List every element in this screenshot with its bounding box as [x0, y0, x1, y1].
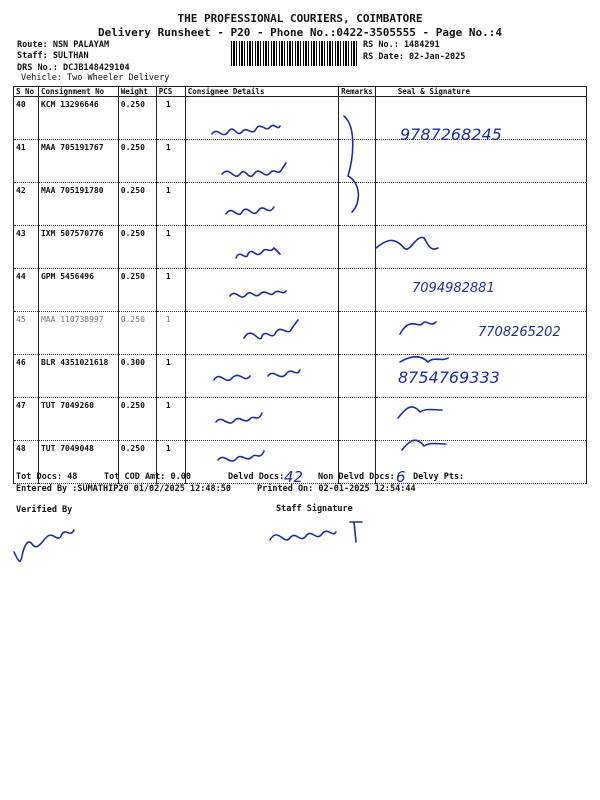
cell-remarks	[339, 312, 376, 355]
table-row	[14, 226, 587, 269]
cell-consignment: TUT 7049260	[38, 398, 118, 441]
col-weight: Weight	[118, 87, 156, 97]
cell-sno: 42	[14, 183, 39, 226]
cell-remarks	[339, 398, 376, 441]
cell-pcs: 1	[156, 441, 185, 484]
cell-sno: 48	[14, 441, 39, 484]
cell-remarks	[339, 183, 376, 226]
cell-remarks	[339, 355, 376, 398]
cell-sno: 47	[14, 398, 39, 441]
delivery-points-label: Delvy Pts:	[413, 472, 465, 482]
cell-consignee	[185, 97, 338, 140]
cell-sno: 44	[14, 269, 39, 312]
cell-signature	[375, 312, 586, 355]
cell-signature	[375, 269, 586, 312]
cell-signature	[375, 398, 586, 441]
runsheet-subtitle: Delivery Runsheet - P20 - Phone No.:0422-3505555 - Page No.:4	[98, 26, 502, 39]
route-label: Route: NSN PALAYAM	[17, 40, 110, 50]
cell-pcs: 1	[156, 398, 185, 441]
cell-weight: 0.300	[118, 355, 156, 398]
col-remarks: Remarks	[339, 87, 376, 97]
cell-signature	[375, 226, 586, 269]
barcode	[231, 41, 359, 66]
total-cod-amount: Tot COD Amt: 0.00	[104, 472, 191, 482]
table-row	[14, 269, 587, 312]
cell-weight: 0.250	[118, 226, 156, 269]
staff-signature-label: Staff Signature	[276, 504, 353, 514]
cell-consignee	[185, 355, 338, 398]
delivered-docs-value: 42	[284, 468, 304, 486]
cell-signature	[375, 355, 586, 398]
cell-consignment: IXM 507570776	[38, 226, 118, 269]
table-row	[14, 183, 587, 226]
col-sno: S No	[14, 87, 39, 97]
cell-pcs: 1	[156, 269, 185, 312]
col-consignment: Consignment No	[38, 87, 118, 97]
drs-number: DRS No.: DCJB148429104	[17, 63, 130, 73]
non-delivered-docs-value: 6	[396, 468, 406, 486]
cell-consignment: MAA 705191780	[38, 183, 118, 226]
cell-consignee	[185, 140, 338, 183]
cell-weight: 0.250	[118, 312, 156, 355]
cell-consignment: MAA 110738997	[38, 312, 118, 355]
staff-signature	[270, 522, 362, 542]
cell-pcs: 1	[156, 312, 185, 355]
cell-pcs: 1	[156, 183, 185, 226]
verified-by-label: Verified By	[16, 505, 73, 515]
cell-remarks	[339, 269, 376, 312]
cell-signature	[375, 140, 586, 183]
delivered-docs-label: Delvd Docs:	[228, 472, 285, 482]
cell-consignment: KCM 13296646	[38, 97, 118, 140]
col-pcs: PCS	[156, 87, 185, 97]
total-docs: Tot Docs: 48	[16, 472, 78, 482]
cell-weight: 0.250	[118, 441, 156, 484]
cell-pcs: 1	[156, 140, 185, 183]
phone-number-4: 8754769333	[398, 368, 500, 387]
cell-consignee	[185, 312, 338, 355]
cell-consignee	[185, 398, 338, 441]
table-row	[14, 398, 587, 441]
vehicle-label: Vehicle: Two Wheeler Delivery	[21, 73, 170, 83]
table-row	[14, 355, 587, 398]
phone-number-3: 7708265202	[478, 325, 561, 340]
cell-weight: 0.250	[118, 97, 156, 140]
cell-remarks	[339, 140, 376, 183]
cell-consignment: MAA 705191767	[38, 140, 118, 183]
rs-number: RS No.: 1484291	[363, 40, 440, 50]
col-consignee: Consignee Details	[185, 87, 338, 97]
cell-weight: 0.250	[118, 398, 156, 441]
company-title: THE PROFESSIONAL COURIERS, COIMBATORE	[177, 12, 423, 25]
table-row	[14, 140, 587, 183]
cell-weight: 0.250	[118, 269, 156, 312]
cell-sno: 45	[14, 312, 39, 355]
printed-on: Printed On: 02-01-2025 12:54:44	[257, 484, 416, 494]
cell-remarks	[339, 97, 376, 140]
phone-number-2: 7094982881	[412, 281, 495, 296]
verified-by-signature	[14, 530, 74, 561]
cell-sno: 40	[14, 97, 39, 140]
cell-pcs: 1	[156, 355, 185, 398]
table-row	[14, 312, 587, 355]
cell-signature	[375, 441, 586, 484]
col-seal-signature: Seal & Signature	[375, 87, 586, 97]
staff-label: Staff: SULTHAN	[17, 51, 89, 61]
cell-signature	[375, 183, 586, 226]
rs-date: RS Date: 02-Jan-2025	[363, 52, 466, 62]
cell-weight: 0.250	[118, 140, 156, 183]
cell-consignment: TUT 7049048	[38, 441, 118, 484]
cell-consignee	[185, 269, 338, 312]
cell-consignee	[185, 226, 338, 269]
runsheet-table	[13, 86, 587, 484]
cell-sno: 43	[14, 226, 39, 269]
table-row	[14, 97, 587, 140]
cell-signature	[375, 97, 586, 140]
cell-consignment: BLR 4351021618	[38, 355, 118, 398]
phone-number-1: 9787268245	[400, 125, 502, 144]
table-row	[14, 441, 587, 484]
cell-remarks	[339, 226, 376, 269]
cell-sno: 41	[14, 140, 39, 183]
entered-by: Entered By :SUMATHIP20 01/02/2025 12:48:50	[16, 484, 231, 494]
cell-consignment: GPM 5456496	[38, 269, 118, 312]
non-delivered-docs-label: Non Delvd Docs:	[318, 472, 395, 482]
cell-sno: 46	[14, 355, 39, 398]
cell-consignee	[185, 183, 338, 226]
cell-weight: 0.250	[118, 183, 156, 226]
cell-pcs: 1	[156, 226, 185, 269]
table-header-row	[14, 87, 587, 97]
cell-pcs: 1	[156, 97, 185, 140]
